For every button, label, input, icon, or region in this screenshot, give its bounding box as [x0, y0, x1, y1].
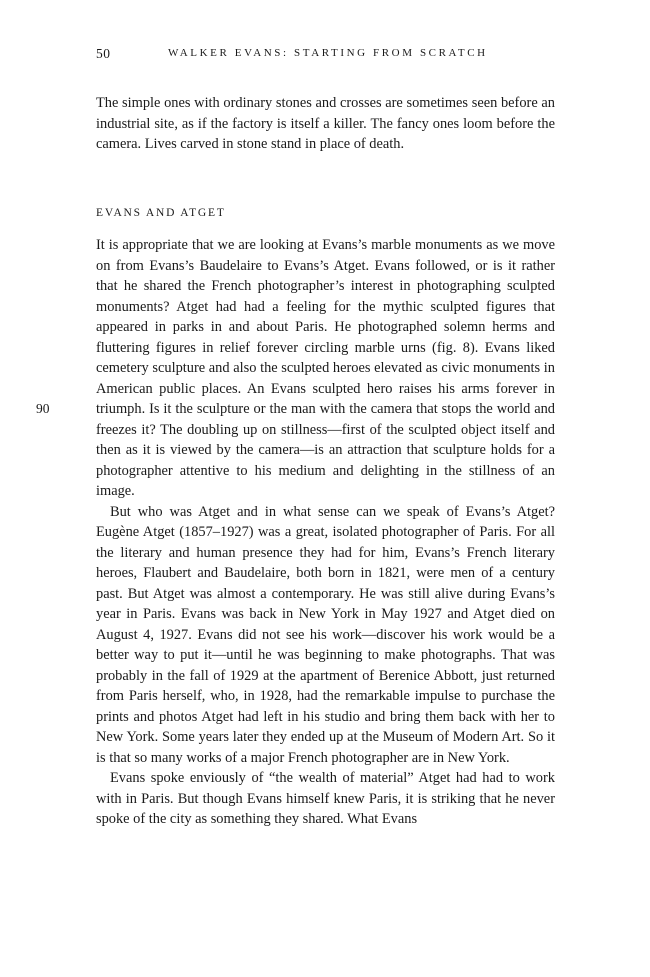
intro-paragraph: The simple ones with ordinary stones and crosses are sometimes seen before an industrial site, as if the factory is itself a killer. The fancy ones loom before the camera. Lives carved in stone stand in place of death. [96, 95, 555, 152]
paragraph: But who was Atget and in what sense can we speak of Evans’s Atget? Eugène Atget (1857–1927) was a great, isolated photographer of Paris. For all the literary and human presence they had for him, Evans’s French literary heroes, Flaubert and Baudelaire, both born in 1821, were men of a century past. But Atget was almost a contemporary. He was still alive during Evans’s year in Paris. Evans was back in New York in May 1927 and Atget died on August 4, 1927. Evans did not see his work—discover his work would be a better way to put it—until he was beginning to make photographs. That was probably in the fall of 1929 at the apartment of Berenice Abbott, just returned from Paris herself, who, in 1928, had the remarkable impulse to purchase the prints and photos Atget had left in his studio and bring them back with her to New York. Some years later they ended up at the Museum of Modern Art. So it is that so many works of a major French photographer are in New York. [96, 503, 555, 766]
section-body [96, 235, 555, 830]
paragraph: Evans spoke enviously of “the wealth of material” Atget had had to work with in Paris. But though Evans himself knew Paris, it is striking that he never spoke of the city as something they shared. What Evans [96, 770, 555, 827]
page-number: 50 [96, 46, 111, 61]
running-head: WALKER EVANS: STARTING FROM SCRATCH [168, 47, 488, 59]
section-heading: EVANS AND ATGET [96, 207, 226, 219]
margin-line-number: 90 [36, 401, 50, 416]
paragraph: It is appropriate that we are looking at Evans’s marble monuments as we move on from Evans’s Baudelaire to Evans’s Atget. Evans followed, or is it rather that he shared the French photographer’s interest in photographing sculpted monuments? Atget had had a feeling for the mythic sculpted figures that appeared in parks in and about Paris. He photographed solemn herms and fluttering figures in relief forever circling marble urns (fig. 8). Evans liked cemetery sculpture and also the sculpted heroes elevated as civic monuments in American public places. An Evans sculpted hero raises his arms forever in triumph. Is it the sculpture or the man with the camera that stops the world and freezes it? The doubling up on stillness—first of the sculpted object itself and then as it is viewed by the camera—is an attraction that sculpture holds for a photographer attentive to his medium and delighting in the stillness of an image. [96, 237, 555, 499]
intro-text [96, 93, 555, 155]
